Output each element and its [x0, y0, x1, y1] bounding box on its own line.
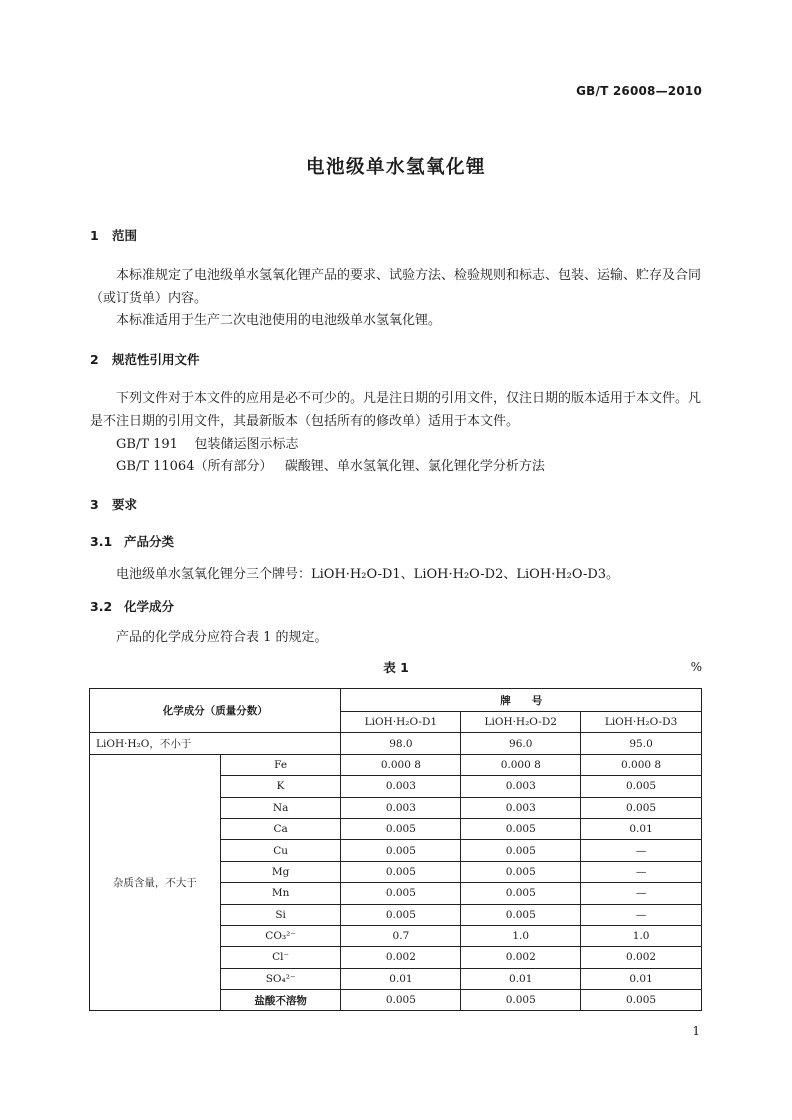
value-cell: 1.0: [581, 925, 702, 946]
value-cell: 0.005: [581, 797, 702, 818]
value-cell: 0.003: [341, 797, 461, 818]
section-number: 3.1: [90, 534, 113, 549]
section-title: 规范性引用文件: [112, 352, 200, 367]
subsection-heading-classification: [90, 532, 174, 550]
value-cell: 95.0: [581, 733, 702, 754]
value-cell: 0.005: [341, 904, 461, 925]
value-cell: 0.005: [581, 990, 702, 1011]
reference-gbt191: GB/T 191 包装储运图示标志: [116, 437, 299, 452]
value-cell: 0.005: [341, 840, 461, 861]
value-cell: 0.005: [341, 861, 461, 882]
value-cell: 0.002: [461, 947, 581, 968]
value-cell: 0.005: [341, 883, 461, 904]
brand-cell: LiOH·H₂O-D2: [461, 712, 581, 733]
section-heading-scope: [90, 226, 137, 244]
table-row: [90, 754, 702, 775]
impurity-name: Mg: [220, 861, 341, 882]
references-paragraph: 下列文件对于本文件的应用是必不可少的。凡是注日期的引用文件，仅注日期的版本适用于本文件。凡是不注日期的引用文件，其最新版本（包括所有的修改单）适用于本文件。: [90, 391, 702, 429]
value-cell: 0.003: [461, 797, 581, 818]
chemical-composition-table: [89, 688, 702, 1011]
value-cell: 0.003: [341, 776, 461, 797]
value-cell: 1.0: [461, 925, 581, 946]
impurity-name: Si: [220, 904, 341, 925]
impurity-name: CO₃²⁻: [220, 925, 341, 946]
section-number: 3: [90, 497, 99, 512]
impurity-group-label: 杂质含量，不大于: [90, 754, 221, 1011]
value-cell: 0.005: [461, 883, 581, 904]
brand-cell: LiOH·H₂O-D1: [341, 712, 461, 733]
value-cell: 0.7: [341, 925, 461, 946]
section-title: 化学成分: [124, 599, 175, 614]
value-cell: 0.005: [341, 818, 461, 839]
table-row: [90, 733, 702, 754]
value-cell: 0.002: [341, 947, 461, 968]
table-unit: %: [690, 660, 702, 674]
value-cell: 0.01: [581, 968, 702, 989]
impurity-name: Fe: [220, 754, 341, 775]
section-heading-requirements: [90, 495, 137, 513]
reference-gbt11064: GB/T 11064（所有部分） 碳酸锂、单水氢氧化锂、氯化锂化学分析方法: [116, 459, 545, 474]
section-heading-references: [90, 350, 200, 368]
value-cell: 0.000 8: [461, 754, 581, 775]
value-cell: —: [581, 861, 702, 882]
classification-text: 电池级单水氢氧化锂分三个牌号：LiOH·H₂O-D1、LiOH·H₂O-D2、LiOH·H₂O-D3。: [116, 567, 620, 582]
impurity-name: Ca: [220, 818, 341, 839]
value-cell: 0.005: [341, 990, 461, 1011]
section-number: 3.2: [90, 599, 113, 614]
impurity-name: SO₄²⁻: [220, 968, 341, 989]
value-cell: 0.005: [461, 904, 581, 925]
composition-header: 化学成分（质量分数）: [90, 689, 341, 733]
value-cell: —: [581, 840, 702, 861]
value-cell: 0.005: [461, 861, 581, 882]
value-cell: 0.01: [461, 968, 581, 989]
document-title: 电池级单水氢氧化锂: [305, 157, 486, 178]
impurity-name: Mn: [220, 883, 341, 904]
value-cell: 0.003: [461, 776, 581, 797]
value-cell: 0.005: [461, 818, 581, 839]
impurity-name: Na: [220, 797, 341, 818]
value-cell: 0.005: [461, 990, 581, 1011]
scope-paragraph-2: 本标准适用于生产二次电池使用的电池级单水氢氧化锂。: [116, 313, 442, 328]
impurity-name: Cl⁻: [220, 947, 341, 968]
value-cell: —: [581, 883, 702, 904]
section-title: 产品分类: [124, 534, 175, 549]
impurity-name: K: [220, 776, 341, 797]
scope-paragraph-1: 本标准规定了电池级单水氢氧化锂产品的要求、试验方法、检验规则和标志、包装、运输、贮存及合同（或订货单）内容。: [90, 268, 702, 306]
value-cell: 0.002: [581, 947, 702, 968]
value-cell: 0.000 8: [581, 754, 702, 775]
value-cell: 0.005: [461, 840, 581, 861]
impurity-name: 盐酸不溶物: [220, 990, 341, 1011]
value-cell: 96.0: [461, 733, 581, 754]
table-caption: 表 1: [383, 660, 409, 675]
section-title: 要求: [112, 497, 138, 512]
value-cell: 98.0: [341, 733, 461, 754]
value-cell: —: [581, 904, 702, 925]
table-header-row: [90, 689, 702, 712]
brand-header: 牌 号: [341, 689, 702, 712]
value-cell: 0.000 8: [341, 754, 461, 775]
value-cell: 0.01: [581, 818, 702, 839]
impurity-name: Cu: [220, 840, 341, 861]
main-content-label: LiOH·H₂O，不小于: [90, 733, 341, 754]
section-number: 1: [90, 228, 99, 243]
value-cell: 0.005: [581, 776, 702, 797]
page-number: 1: [692, 1024, 700, 1038]
section-number: 2: [90, 352, 99, 367]
brand-cell: LiOH·H₂O-D3: [581, 712, 702, 733]
subsection-heading-chemical: [90, 597, 174, 615]
section-title: 范围: [112, 228, 138, 243]
value-cell: 0.01: [341, 968, 461, 989]
standard-number: GB/T 26008—2010: [576, 84, 702, 98]
chemical-text: 产品的化学成分应符合表 1 的规定。: [116, 630, 328, 645]
